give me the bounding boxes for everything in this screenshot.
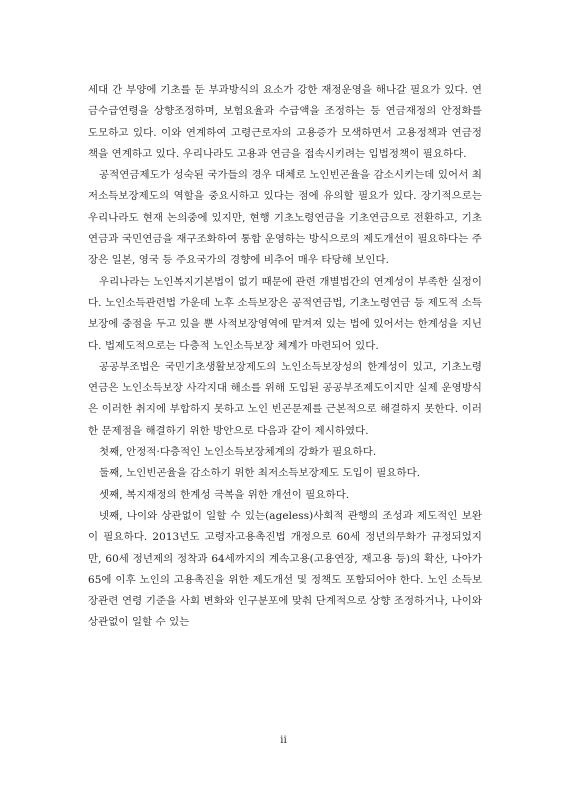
- paragraph-1: 세대 간 부양에 기초를 둔 부과방식의 요소가 강한 재정운영을 해나갈 필요가 있다. 연금수급연령을 상향조정하며, 보험요율과 수급액을 조정하는 등 연금재정의 안정화를 도모하고 있다. 이와 연계하여 고령근로자의 고용증가 모색하면서 고용정책과 연금정책을 연계하고 있다. 우리나라도 고용과 연금을 접속시키려는 입법정책이 필요하다.: [88, 84, 482, 160]
- list-item-4: 넷째, 나이와 상관없이 일할 수 있는(ageless)사회적 관행의 조성과 제도적인 보완이 필요하다. 2013년도 고령자고용촉진법 개정으로 60세 정년의무화가 규정되었지만, 60세 정년제의 정착과 64세까지의 계속고용(고용연장, 재고용 등)의 확산, 나아가 65에 이후 노인의 고용촉진을 위한 제도개선 및 정책도 포함되어야 한다. 노인 소득보장관련 연령 기준을 사회 변화와 인구분포에 맞춰 단계적으로 상향 조정하거나, 나이와 상관없이 일할 수 있는: [88, 509, 482, 629]
- page-number: ii: [280, 734, 287, 746]
- body-text: [88, 80, 482, 634]
- paragraph-3: 우리나라는 노인복지기본법이 없기 때문에 관련 개별법간의 연계성이 부족한 실정이다. 노인소득관련법 가운데 노후 소득보장은 공적연금법, 기초노령연금 등 제도적 소득보장에 중점을 두고 있을 뿐 사적보장영역에 맡겨져 있는 법에 있어서는 한계성을 지닌다. 법제도적으로는 다층적 노인소득보장 체계가 마련되어 있다.: [88, 275, 482, 352]
- list-item-2: 둘째, 노인빈곤율을 감소하기 위한 최저소득보장제도 도입이 필요하다.: [99, 467, 421, 480]
- paragraph-2: 공적연금제도가 성숙된 국가들의 경우 대체로 노인빈곤율을 감소시키는데 있어서 최저소득보장제도의 역할을 중요시하고 있다는 점에 유의할 필요가 있다. 장기적으로는 우리나라도 현재 논의중에 있지만, 현행 기초노령연금을 기초연금으로 전환하고, 기초연금과 국민연금을 재구조화하여 통합 운영하는 방식으로의 제도개선이 필요하다는 주장은 일본, 영국 등 주요국가의 경향에 비추어 매우 타당해 보인다.: [88, 169, 482, 267]
- list-item-3: 셋째, 복지재정의 한계성 극복을 위한 개선이 필요하다.: [99, 488, 350, 501]
- paragraph-4: 공공부조법은 국민기초생활보장제도의 노인소득보장성의 한계성이 있고, 기초노령연금은 노인소득보장 사각지대 해소를 위해 도입된 공공부조제도이지만 실제 운영방식은 이러한 취지에 부합하지 못하고 노인 빈곤문제를 근본적으로 해결하지 못한다. 이러한 문제점을 해결하기 위한 방안으로 다음과 같이 제시하였다.: [88, 360, 482, 437]
- list-item-1: 첫째, 안정적·다층적인 노인소득보장체계의 강화가 필요하다.: [99, 446, 377, 459]
